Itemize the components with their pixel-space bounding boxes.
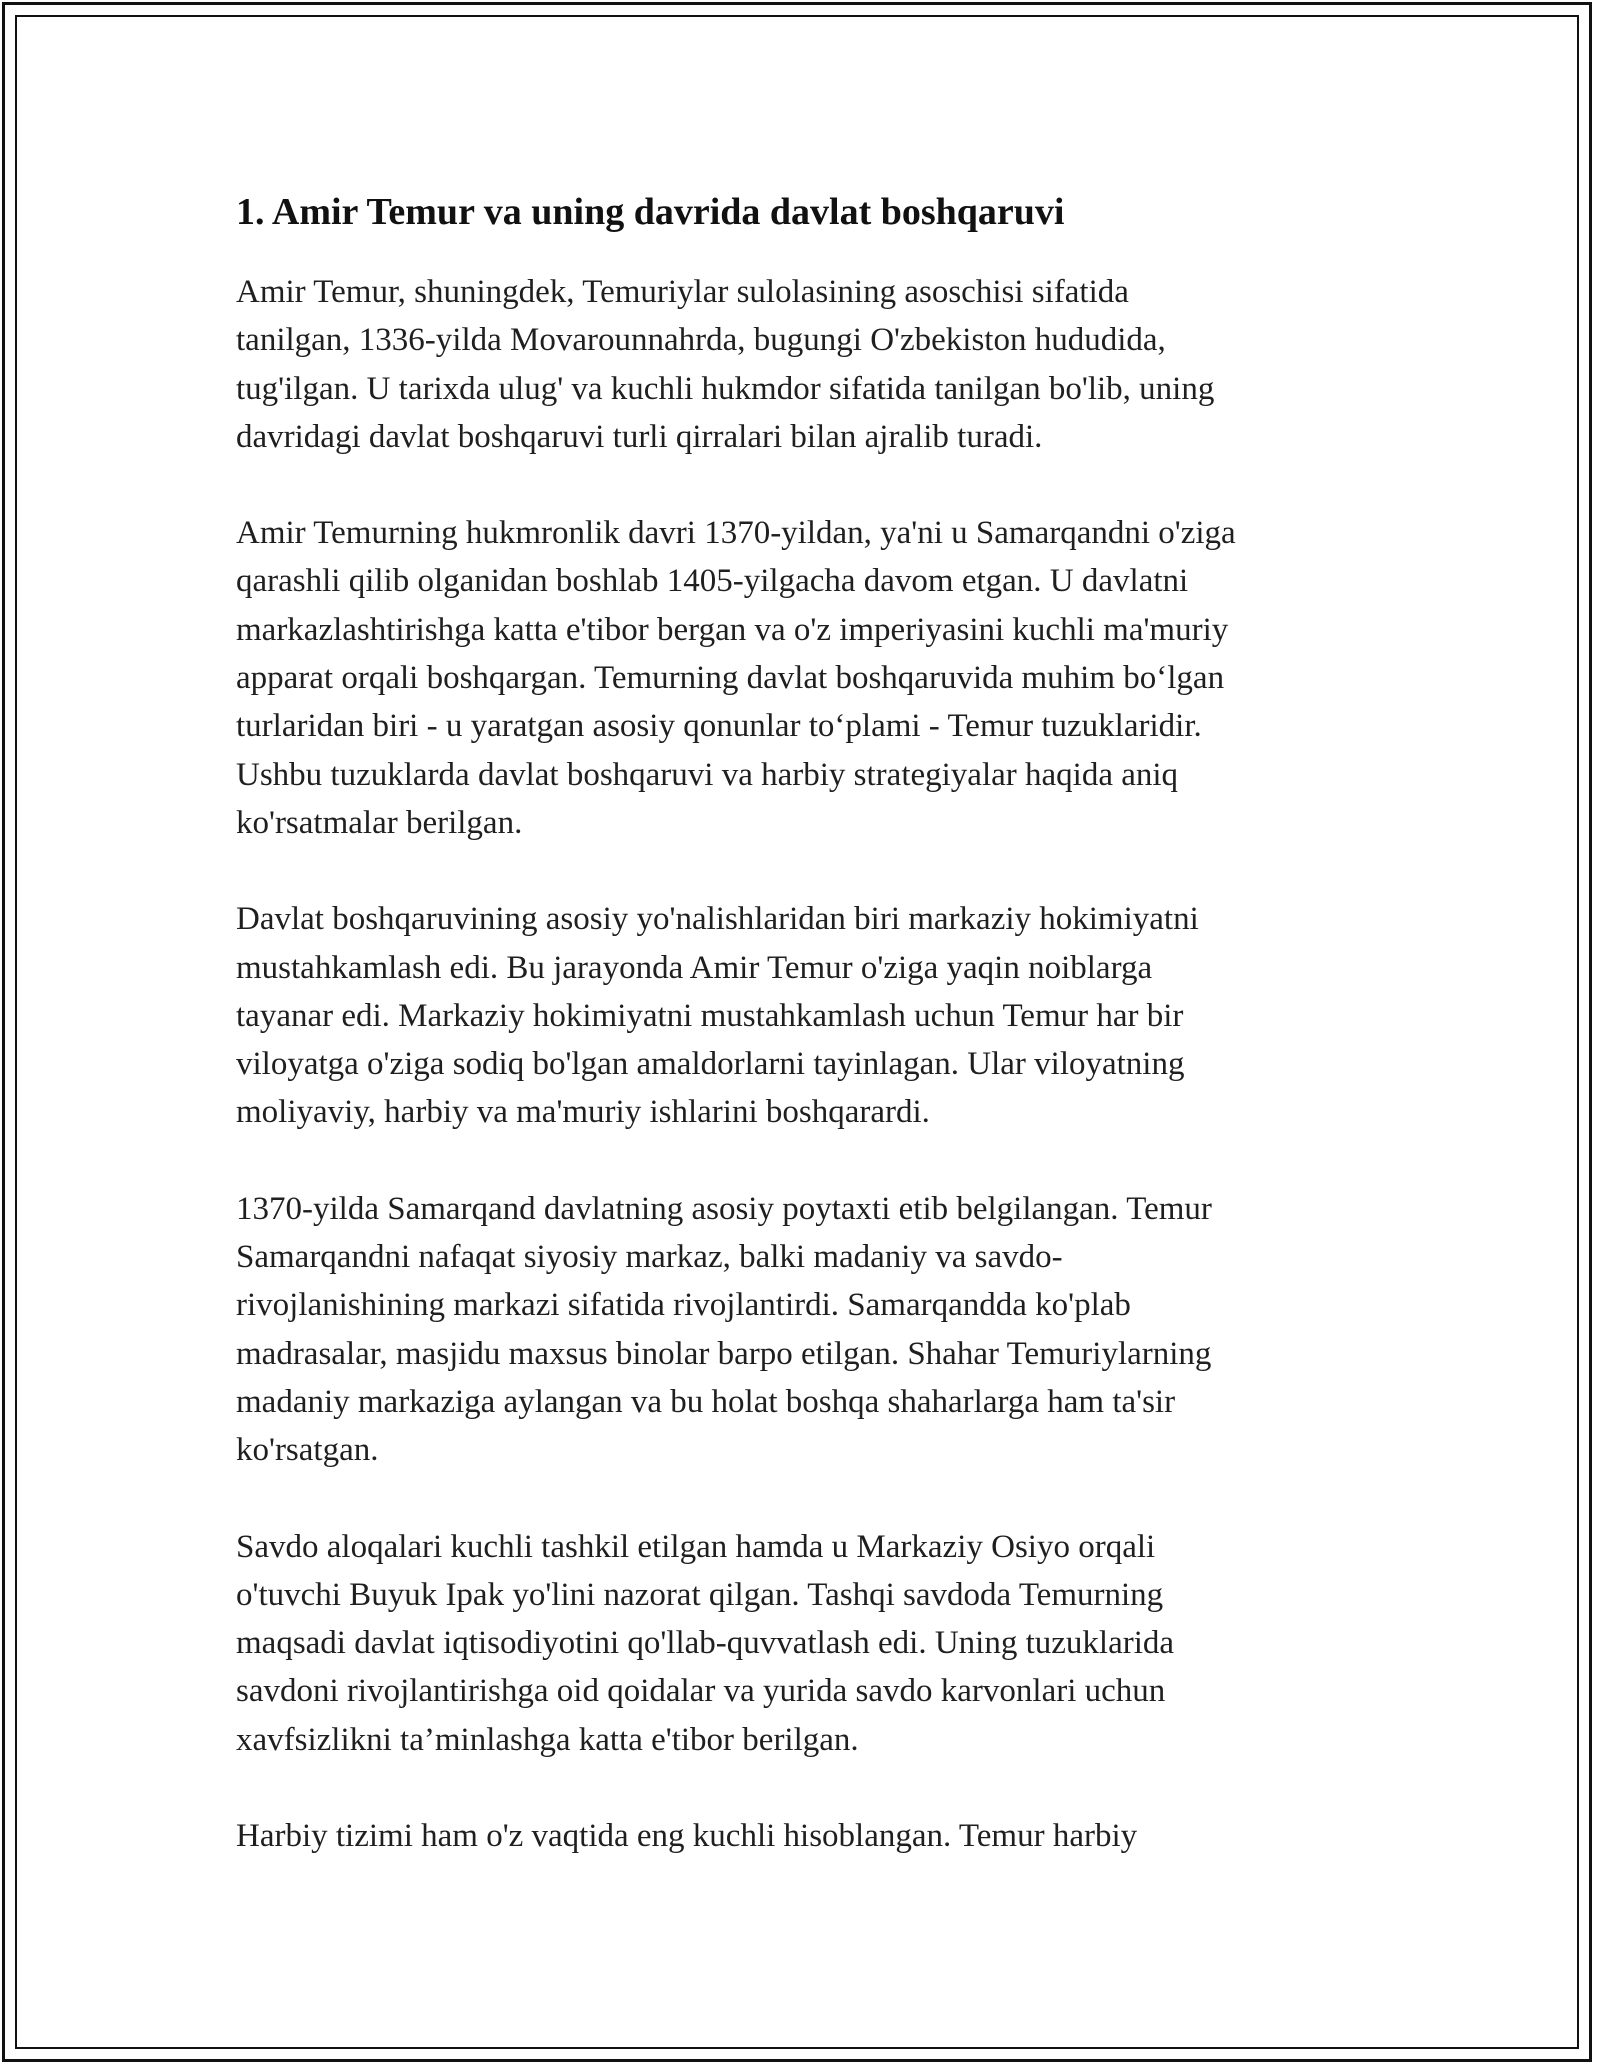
text-line: ko'rsatgan. [236, 1432, 379, 1469]
text-line: xavfsizlikni ta’minlashga katta e'tibor berilgan. [236, 1721, 859, 1758]
text-line: o'tuvchi Buyuk Ipak yo'lini nazorat qilgan. Tashqi savdoda Temurning [236, 1576, 1164, 1613]
text-line: 1370-yilda Samarqand davlatning asosiy poytaxti etib belgilangan. Temur [236, 1190, 1212, 1227]
paragraph [236, 1812, 1366, 1860]
text-line: viloyatga o'ziga sodiq bo'lgan amaldorlarni tayinlagan. Ular viloyatning [236, 1046, 1185, 1083]
text-line: qarashli qilib olganidan boshlab 1405-yilgacha davom etgan. U davlatni [236, 563, 1189, 600]
text-line: maqsadi davlat iqtisodiyotini qo'llab-quvvatlash edi. Uning tuzuklarida [236, 1625, 1175, 1662]
text-line: davridagi davlat boshqaruvi turli qirralari bilan ajralib turadi. [236, 418, 1043, 455]
paragraph-list [236, 268, 1366, 1860]
text-line: rivojlanishining markazi sifatida rivojlantirdi. Samarqandda ko'plab [236, 1287, 1131, 1324]
text-line: turlaridan biri - u yaratgan asosiy qonunlar to‘plami - Temur tuzuklaridir. [236, 708, 1202, 745]
paragraph [236, 509, 1366, 847]
text-line: madrasalar, masjidu maxsus binolar barpo etilgan. Shahar Temuriylarning [236, 1335, 1212, 1372]
text-line: moliyaviy, harbiy va ma'muriy ishlarini boshqarardi. [236, 1094, 930, 1131]
paragraph [236, 268, 1366, 461]
paragraph [236, 895, 1366, 1136]
document-body [236, 186, 1366, 1908]
text-line: Savdo aloqalari kuchli tashkil etilgan hamda u Markaziy Osiyo orqali [236, 1528, 1156, 1565]
text-line: markazlashtirishga katta e'tibor bergan va o'z imperiyasini kuchli ma'muriy [236, 611, 1229, 648]
text-line: Davlat boshqaruvining asosiy yo'nalishlaridan biri markaziy hokimiyatni [236, 901, 1199, 938]
text-line: Ushbu tuzuklarda davlat boshqaruvi va harbiy strategiyalar haqida aniq [236, 756, 1179, 793]
text-line: madaniy markaziga aylangan va bu holat boshqa shaharlarga ham ta'sir [236, 1383, 1176, 1420]
text-line: Harbiy tizimi ham o'z vaqtida eng kuchli hisoblangan. Temur harbiy [236, 1818, 1138, 1855]
text-line: tanilgan, 1336-yilda Movarounnahrda, bugungi O'zbekiston hududida, [236, 322, 1166, 359]
text-line: apparat orqali boshqargan. Temurning davlat boshqaruvida muhim bo‘lgan [236, 660, 1225, 697]
text-line: savdoni rivojlantirishga oid qoidalar va yurida savdo karvonlari uchun [236, 1673, 1166, 1710]
text-line: tayanar edi. Markaziy hokimiyatni mustahkamlash uchun Temur har bir [236, 997, 1184, 1034]
text-line: mustahkamlash edi. Bu jarayonda Amir Temur o'ziga yaqin noiblarga [236, 949, 1153, 986]
text-line: Samarqandni nafaqat siyosiy markaz, balki madaniy va savdo- [236, 1239, 1063, 1276]
text-line: tug'ilgan. U tarixda ulug' va kuchli hukmdor sifatida tanilgan bo'lib, uning [236, 370, 1215, 407]
text-line: ko'rsatmalar berilgan. [236, 804, 523, 841]
text-line: Amir Temur, shuningdek, Temuriylar sulolasining asoschisi sifatida [236, 274, 1129, 310]
paragraph [236, 1185, 1366, 1475]
paragraph [236, 1523, 1366, 1764]
text-line: Amir Temurning hukmronlik davri 1370-yildan, ya'ni u Samarqandni o'ziga [236, 515, 1236, 552]
section-heading: 1. Amir Temur va uning davrida davlat boshqaruvi [236, 191, 1065, 233]
